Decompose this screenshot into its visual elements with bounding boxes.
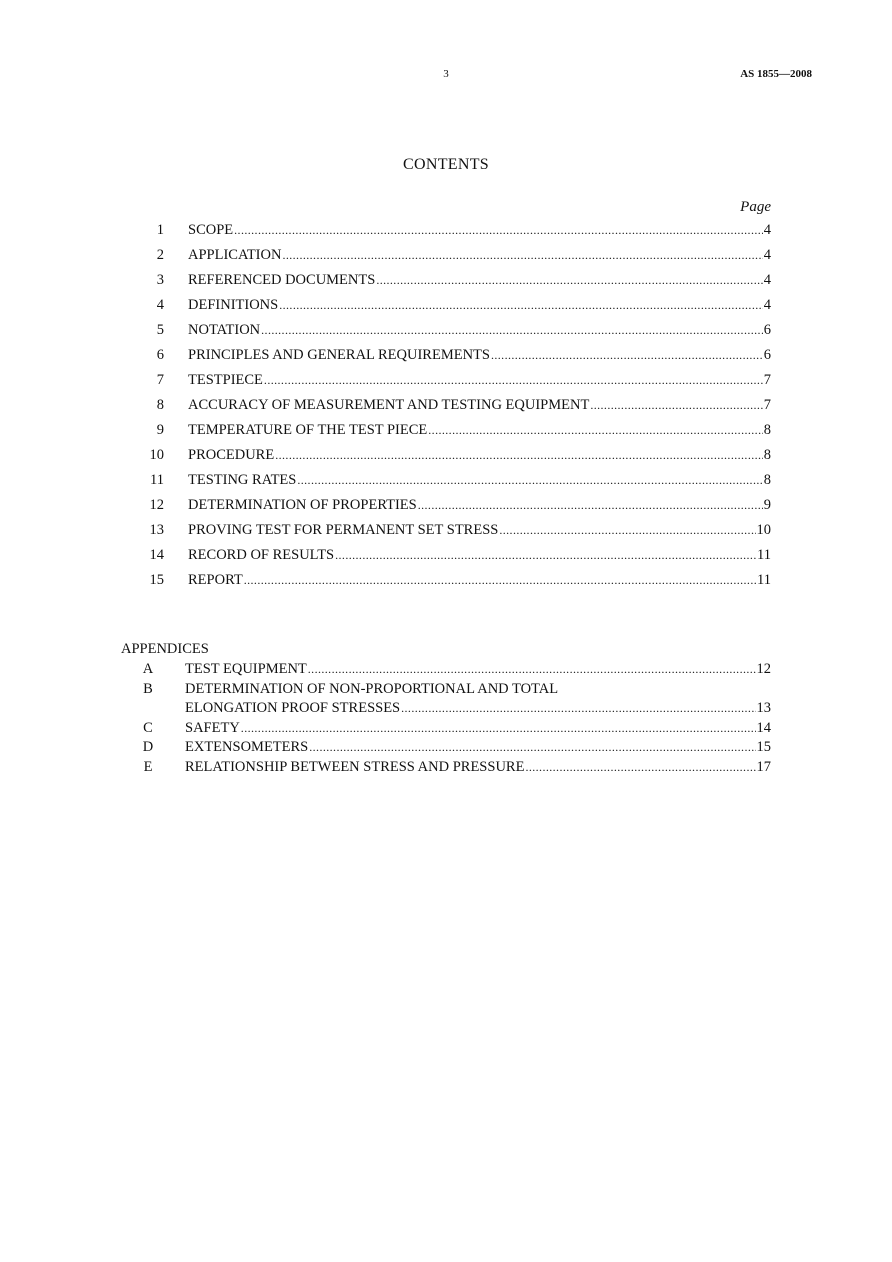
toc-entry-number: 7 [156,372,164,388]
toc-entry-number: 2 [156,247,164,263]
toc-entry-principles[interactable] [138,347,771,372]
dot-leader [241,721,756,736]
toc-entry-number: 15 [149,572,164,588]
appendix-title: RELATIONSHIP BETWEEN STRESS AND PRESSURE [185,758,525,775]
dot-leader [499,523,755,538]
dot-leader [428,423,762,438]
appendix-page: 12 [756,661,771,677]
toc-entry-scope[interactable] [138,222,771,247]
toc-entry-title: DETERMINATION OF PROPERTIES [188,497,417,513]
toc-entry-proving-test[interactable] [138,522,771,547]
toc-entry-page: 6 [763,322,771,338]
dot-leader [491,348,763,363]
dot-leader [282,248,762,263]
appendix-letter: D [142,739,154,755]
toc-entry-number: 1 [156,222,164,238]
toc-entry-temperature[interactable] [138,422,771,447]
dot-leader [590,398,762,413]
toc-entry-number: 10 [149,447,164,463]
appendix-letter: A [142,661,154,677]
toc-entry-page: 9 [763,497,771,513]
toc-entry-number: 8 [156,397,164,413]
toc-entry-number: 3 [156,272,164,288]
toc-entry-title: PRINCIPLES AND GENERAL REQUIREMENTS [188,347,490,363]
appendix-title: SAFETY [185,719,240,736]
dot-leader [234,223,763,238]
toc-entry-number: 13 [149,522,164,538]
page-column-label: Page [740,199,771,215]
toc-entry-page: 7 [763,372,771,388]
dot-leader [309,740,755,755]
appendix-letter: C [143,719,153,736]
dot-leader [261,323,763,338]
toc-entry-accuracy[interactable] [138,397,771,422]
dot-leader [401,701,755,716]
appendix-entry-e[interactable] [138,759,771,779]
toc-entry-testing-rates[interactable] [138,472,771,497]
appendix-entry-d[interactable] [138,739,771,759]
appendix-title: DETERMINATION OF NON-PROPORTIONAL AND TOTAL [185,680,559,697]
toc-entry-title: RECORD OF RESULTS [188,547,335,563]
dot-leader [279,298,763,313]
toc-entry-title: PROVING TEST FOR PERMANENT SET STRESS [188,522,499,538]
dot-leader [297,473,762,488]
dot-leader [335,548,756,563]
appendix-letter: B [143,680,153,697]
toc-entry-testpiece[interactable] [138,372,771,397]
dot-leader [525,760,755,775]
toc-entry-page: 11 [757,572,771,588]
toc-entry-page: 4 [763,222,771,238]
toc-entry-number: 11 [150,472,164,488]
toc-entry-page: 7 [763,397,771,413]
toc-entry-number: 14 [149,547,164,563]
toc-entry-page: 4 [763,272,771,288]
toc-entry-number: 4 [156,297,164,313]
toc-entry-page: 6 [763,347,771,363]
toc-entry-report[interactable] [138,572,771,597]
contents-heading: CONTENTS [403,156,489,173]
toc-entry-page: 8 [763,447,771,463]
toc-entry-page: 8 [763,472,771,488]
appendices-list [138,661,771,778]
toc-entry-title: DEFINITIONS [188,297,279,313]
standard-identifier: AS 1855—2008 [740,68,812,80]
appendix-entry-c[interactable] [138,720,771,740]
toc-entry-notation[interactable] [138,322,771,347]
dot-leader [275,448,763,463]
toc-entry-title: REPORT [188,572,243,588]
appendix-title: EXTENSOMETERS [185,739,309,755]
appendix-page: 14 [756,719,771,736]
appendices-heading: APPENDICES [121,641,209,657]
toc-entry-record-of-results[interactable] [138,547,771,572]
toc-entry-title: APPLICATION [188,247,282,263]
toc-entry-referenced-documents[interactable] [138,272,771,297]
toc-entry-application[interactable] [138,247,771,272]
toc-entry-title: TESTPIECE [188,372,263,388]
toc-entry-number: 5 [156,322,164,338]
appendix-title-continuation: ELONGATION PROOF STRESSES [185,700,401,716]
toc-entry-title: TEMPERATURE OF THE TEST PIECE [188,422,428,438]
appendix-entry-b[interactable] [138,681,771,701]
toc-entry-title: PROCEDURE [188,447,275,463]
toc-entry-title: NOTATION [188,322,261,338]
table-of-contents [138,222,771,597]
toc-entry-page: 4 [763,247,771,263]
toc-entry-title: TESTING RATES [188,472,297,488]
appendix-title: TEST EQUIPMENT [185,661,307,677]
toc-entry-page: 11 [757,547,771,563]
dot-leader [244,573,756,588]
toc-entry-definitions[interactable] [138,297,771,322]
page-number: 3 [443,68,449,80]
toc-entry-page: 4 [763,297,771,313]
toc-entry-number: 6 [156,347,164,363]
appendix-entry-a[interactable] [138,661,771,681]
toc-entry-determination-of-properties[interactable] [138,497,771,522]
appendix-letter: E [143,758,153,775]
toc-entry-title: REFERENCED DOCUMENTS [188,272,376,288]
toc-entry-title: SCOPE [188,222,234,238]
appendix-page: 15 [756,739,771,755]
dot-leader [376,273,762,288]
dot-leader [264,373,763,388]
toc-entry-number: 12 [149,497,164,513]
toc-entry-page: 8 [763,422,771,438]
toc-entry-procedure[interactable] [138,447,771,472]
toc-entry-number: 9 [156,422,164,438]
appendix-page: 17 [756,758,771,775]
dot-leader [418,498,763,513]
toc-entry-title: ACCURACY OF MEASUREMENT AND TESTING EQUIPMENT [188,397,590,413]
appendix-page: 13 [756,700,771,716]
appendix-entry-b-continuation[interactable] [138,700,771,720]
dot-leader [308,662,756,677]
toc-entry-page: 10 [756,522,771,538]
